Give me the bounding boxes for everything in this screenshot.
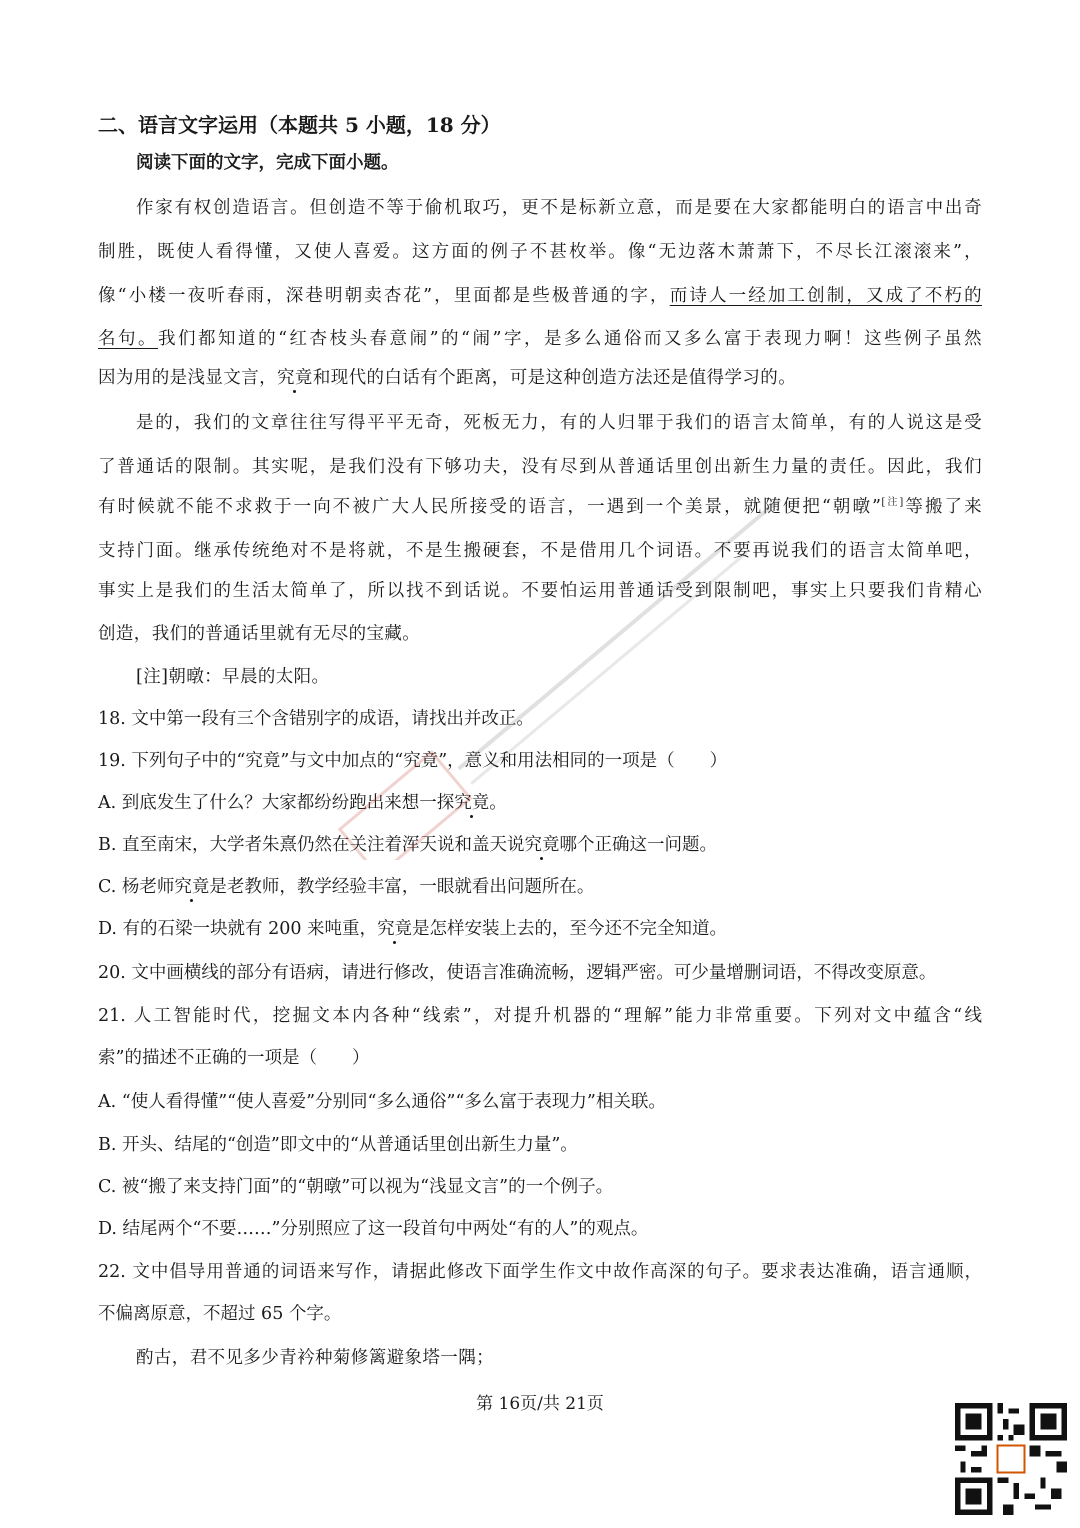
question-21-option-d: D. 结尾两个“不要……”分别照应了这一段首句中两处“有的人”的观点。 bbox=[98, 1219, 649, 1239]
question-19-option-c: C. 杨老师究竟是老教师，教学经验丰富，一眼就看出问题所在。 bbox=[98, 877, 595, 897]
page-number: 第 16页/共 21页 bbox=[476, 1394, 604, 1414]
reading-instruction: 阅读下面的文字，完成下面小题。 bbox=[136, 153, 399, 173]
passage-p2-line6: 创造，我们的普通话里就有无尽的宝藏。 bbox=[98, 624, 421, 644]
passage-p2-line4: 支持门面。继承传统绝对不是将就，不是生搬硬套，不是借用几个词语。不要再说我们的语言太简单吧， bbox=[98, 541, 982, 561]
question-21-line2: 索”的描述不正确的一项是（ ） bbox=[98, 1048, 370, 1068]
qr-code bbox=[955, 1403, 1067, 1515]
question-22-sentence: 酌古，君不见多少青衿种菊修篱避象塔一隅； bbox=[136, 1348, 494, 1368]
question-22-line2: 不偏离原意，不超过 65 个字。 bbox=[98, 1304, 342, 1324]
question-22-line1: 22. 文中倡导用普通的词语来写作，请据此修改下面学生作文中故作高深的句子。要求表达准确，语言通顺， bbox=[98, 1262, 982, 1282]
passage-p2-line3: 有时候就不能不求救于一向不被广大人民所接受的语言，一遇到一个美景，就随便把“朝暾”[注]等搬了来 bbox=[98, 497, 982, 517]
passage-p2-line5: 事实上是我们的生活太简单了，所以找不到话说。不要怕运用普通话受到限制吧，事实上只要我们肯精心 bbox=[98, 581, 982, 601]
passage-p2-line1: 是的，我们的文章往往写得平平无奇，死板无力，有的人归罪于我们的语言太简单，有的人说这是受 bbox=[136, 413, 982, 433]
passage-p1-line5: 因为用的是浅显文言，究竟和现代的白话有个距离，可是这种创造方法还是值得学习的。 bbox=[98, 368, 797, 388]
passage-p1-line1: 作家有权创造语言。但创造不等于偷机取巧，更不是标新立意，而是要在大家都能明白的语言中出奇 bbox=[136, 198, 982, 218]
footnote: [注]朝暾：早晨的太阳。 bbox=[136, 667, 330, 687]
underlined-sentence-part1: 而诗人一经加工创制，又成了不朽的 bbox=[669, 286, 982, 306]
question-21-option-a: A. “使人看得懂”“使人喜爱”分别同“多么通俗”“多么富于表现力”相关联。 bbox=[98, 1092, 666, 1112]
passage-p1-line4: 名句。我们都知道的“红杏枝头春意闹”的“闹”字，是多么通俗而又多么富于表现力啊！这些例子虽然 bbox=[98, 329, 983, 349]
footnote-marker: [注] bbox=[881, 497, 904, 508]
question-20: 20. 文中画横线的部分有语病，请进行修改，使语言准确流畅，逻辑严密。可少量增删词语，不得改变原意。 bbox=[98, 963, 937, 983]
passage-p1-line3: 像“小楼一夜听春雨，深巷明朝卖杏花”，里面都是些极普通的字，而诗人一经加工创制，又成了不朽的 bbox=[98, 286, 982, 306]
passage-p1-line2: 制胜，既使人看得懂，又使人喜爱。这方面的例子不甚枚举。像“无边落木萧萧下，不尽长江滚滚来”， bbox=[98, 242, 982, 262]
question-21-option-c: C. 被“搬了来支持门面”的“朝暾”可以视为“浅显文言”的一个例子。 bbox=[98, 1177, 614, 1197]
dotted-word-jiujing: 究竟 bbox=[277, 368, 313, 388]
question-18: 18. 文中第一段有三个含错别字的成语，请找出并改正。 bbox=[98, 709, 534, 729]
passage-p2-line2: 了普通话的限制。其实呢，是我们没有下够功夫，没有尽到从普通话里创出新生力量的责任。因此，我们 bbox=[98, 457, 982, 477]
question-19-option-a: A. 到底发生了什么？大家都纷纷跑出来想一探究竟。 bbox=[98, 793, 507, 813]
underlined-sentence-part2: 名句。 bbox=[98, 329, 159, 349]
question-19-option-b: B. 直至南宋，大学者朱熹仍然在关注着浑天说和盖天说究竟哪个正确这一问题。 bbox=[98, 835, 717, 855]
qr-center-logo bbox=[998, 1446, 1025, 1473]
section-title: 二、语言文字运用（本题共 5 小题，18 分） bbox=[98, 113, 501, 137]
question-19-option-d: D. 有的石梁一块就有 200 来吨重，究竟是怎样安装上去的，至今还不完全知道。 bbox=[98, 919, 728, 939]
question-19: 19. 下列句子中的“究竟”与文中加点的“究竟”，意义和用法相同的一项是（ ） bbox=[98, 751, 728, 771]
question-21-option-b: B. 开头、结尾的“创造”即文中的“从普通话里创出新生力量”。 bbox=[98, 1135, 578, 1155]
question-21-line1: 21. 人工智能时代，挖掘文本内各种“线索”，对提升机器的“理解”能力非常重要。下列对文中蕴含“线 bbox=[98, 1006, 982, 1026]
